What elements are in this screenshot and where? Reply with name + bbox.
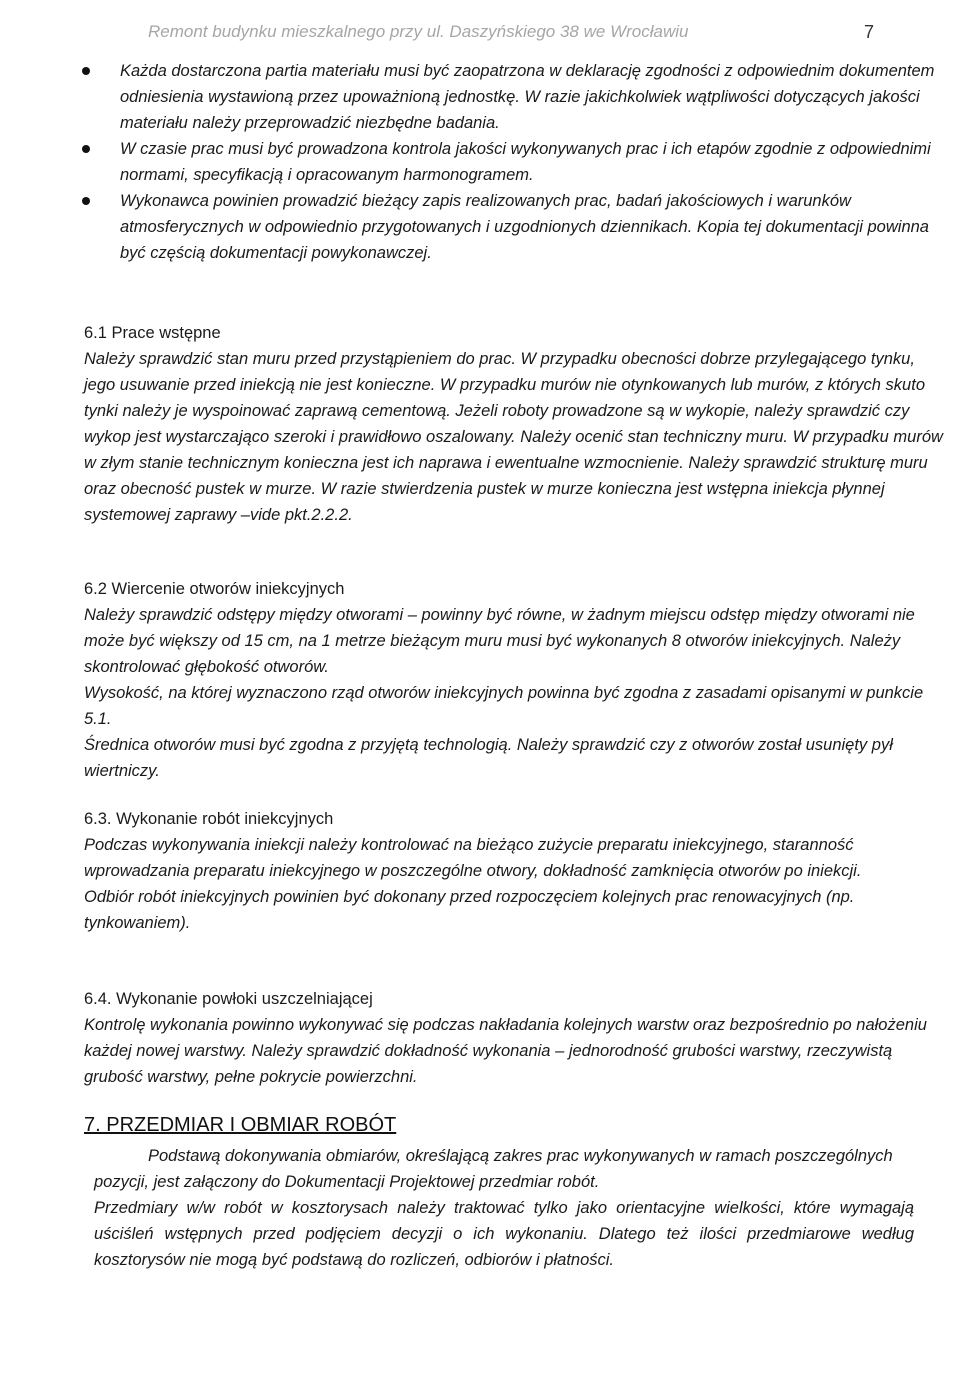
page-header [148, 22, 878, 46]
section-6-4 [84, 986, 944, 1090]
section-heading: 6.4. Wykonanie powłoki uszczelniającej [84, 990, 373, 1008]
bullet-text: W czasie prac musi być prowadzona kontrola jakości wykonywanych prac i ich etapów zgodnie z odpowiednimi normami, specyfikacją i opracowanym harmonogramem. [120, 140, 931, 184]
bullet-icon [82, 197, 90, 205]
page-number: 7 [863, 22, 874, 42]
header-title: Remont budynku mieszkalnego przy ul. Daszyńskiego 38 we Wrocławiu [148, 22, 689, 41]
section-6-2 [84, 576, 944, 784]
section-heading: 6.2 Wiercenie otworów iniekcyjnych [84, 580, 345, 598]
bullet-list [82, 58, 952, 266]
section-paragraph: Należy sprawdzić odstępy między otworami – powinny być równe, w żadnym miejscu odstęp między otworami nie może być większy od 15 cm, na 1 metrze bieżącym muru musi być wykonanych 8 otworów iniekcyjnych. Należy skontrolować głębokość otworów. [84, 606, 915, 676]
chapter-heading: 7. PRZEDMIAR I OBMIAR ROBÓT [84, 1114, 397, 1136]
section-paragraph: Odbiór robót iniekcyjnych powinien być dokonany przed rozpoczęciem kolejnych prac renowacyjnych (np. tynkowaniem). [84, 888, 855, 932]
list-item [82, 58, 952, 136]
section-6-1 [84, 320, 944, 528]
list-item [82, 188, 952, 266]
chapter-body [94, 1143, 914, 1273]
bullet-icon [82, 67, 90, 75]
section-heading: 6.3. Wykonanie robót iniekcyjnych [84, 810, 334, 828]
chapter-paragraph: Podstawą dokonywania obmiarów, określającą zakres prac wykonywanych w ramach poszczególnych pozycji, jest załączony do Dokumentacji Projektowej przedmiar robót. [94, 1147, 893, 1191]
section-paragraph: Podczas wykonywania iniekcji należy kontrolować na bieżąco zużycie preparatu iniekcyjnego, staranność wprowadzania preparatu iniekcyjnego w poszczególne otwory, dokładność zamknięcia otworów po iniekcji. [84, 836, 862, 880]
section-paragraph: Średnica otworów musi być zgodna z przyjętą technologią. Należy sprawdzić czy z otworów został usunięty pył wiertniczy. [84, 736, 893, 780]
section-6-3 [84, 806, 944, 936]
chapter-paragraph: Przedmiary w/w robót w kosztorysach należy traktować tylko jako orientacyjne wielkości, które wymagają uściśleń wstępnych przed podjęciem decyzji o ich wykonaniu. Dlatego też ilości przedmiarowe według kosztorysów nie mogą być podstawą do rozliczeń, odbiorów i płatności. [94, 1199, 914, 1269]
bullet-text: Każda dostarczona partia materiału musi być zaopatrzona w deklarację zgodności z odpowiednim dokumentem odniesienia wystawioną przez upoważnioną jednostkę. W razie jakichkolwiek wątpliwości dotyczących jakości materiału należy przeprowadzić niezbędne badania. [120, 62, 935, 132]
bullet-text: Wykonawca powinien prowadzić bieżący zapis realizowanych prac, badań jakościowych i warunków atmosferycznych w odpowiednio przygotowanych i uzgodnionych dziennikach. Kopia tej dokumentacji powinna być częścią dokumentacji powykonawczej. [120, 192, 929, 262]
section-paragraph: Wysokość, na której wyznaczono rząd otworów iniekcyjnych powinna być zgodna z zasadami opisanymi w punkcie 5.1. [84, 684, 924, 728]
section-paragraph: Należy sprawdzić stan muru przed przystąpieniem do prac. W przypadku obecności dobrze przylegającego tynku, jego usuwanie przed iniekcją nie jest konieczne. W przypadku murów nie otynkowanych lub murów, z których skuto tynki należy je wyspoinować zaprawą cementową. Jeżeli roboty prowadzone są w wykopie, należy sprawdzić czy wykop jest wystarczająco szeroki i prawidłowo oszalowany. Należy ocenić stan techniczny muru. W przypadku murów w złym stanie technicznym konieczna jest ich naprawa i ewentualne wzmocnienie. Należy sprawdzić strukturę muru oraz obecność pustek w murze. W razie stwierdzenia pustek w murze konieczna jest wstępna iniekcja płynnej systemowej zaprawy –vide pkt.2.2.2. [84, 350, 943, 524]
list-item [82, 136, 952, 188]
section-paragraph: Kontrolę wykonania powinno wykonywać się podczas nakładania kolejnych warstw oraz bezpośrednio po nałożeniu każdej nowej warstwy. Należy sprawdzić dokładność wykonania – jednorodność grubości warstwy, rzeczywistą grubość warstwy, pełne pokrycie powierzchni. [84, 1016, 927, 1086]
bullet-icon [82, 145, 90, 153]
section-heading: 6.1 Prace wstępne [84, 324, 221, 342]
